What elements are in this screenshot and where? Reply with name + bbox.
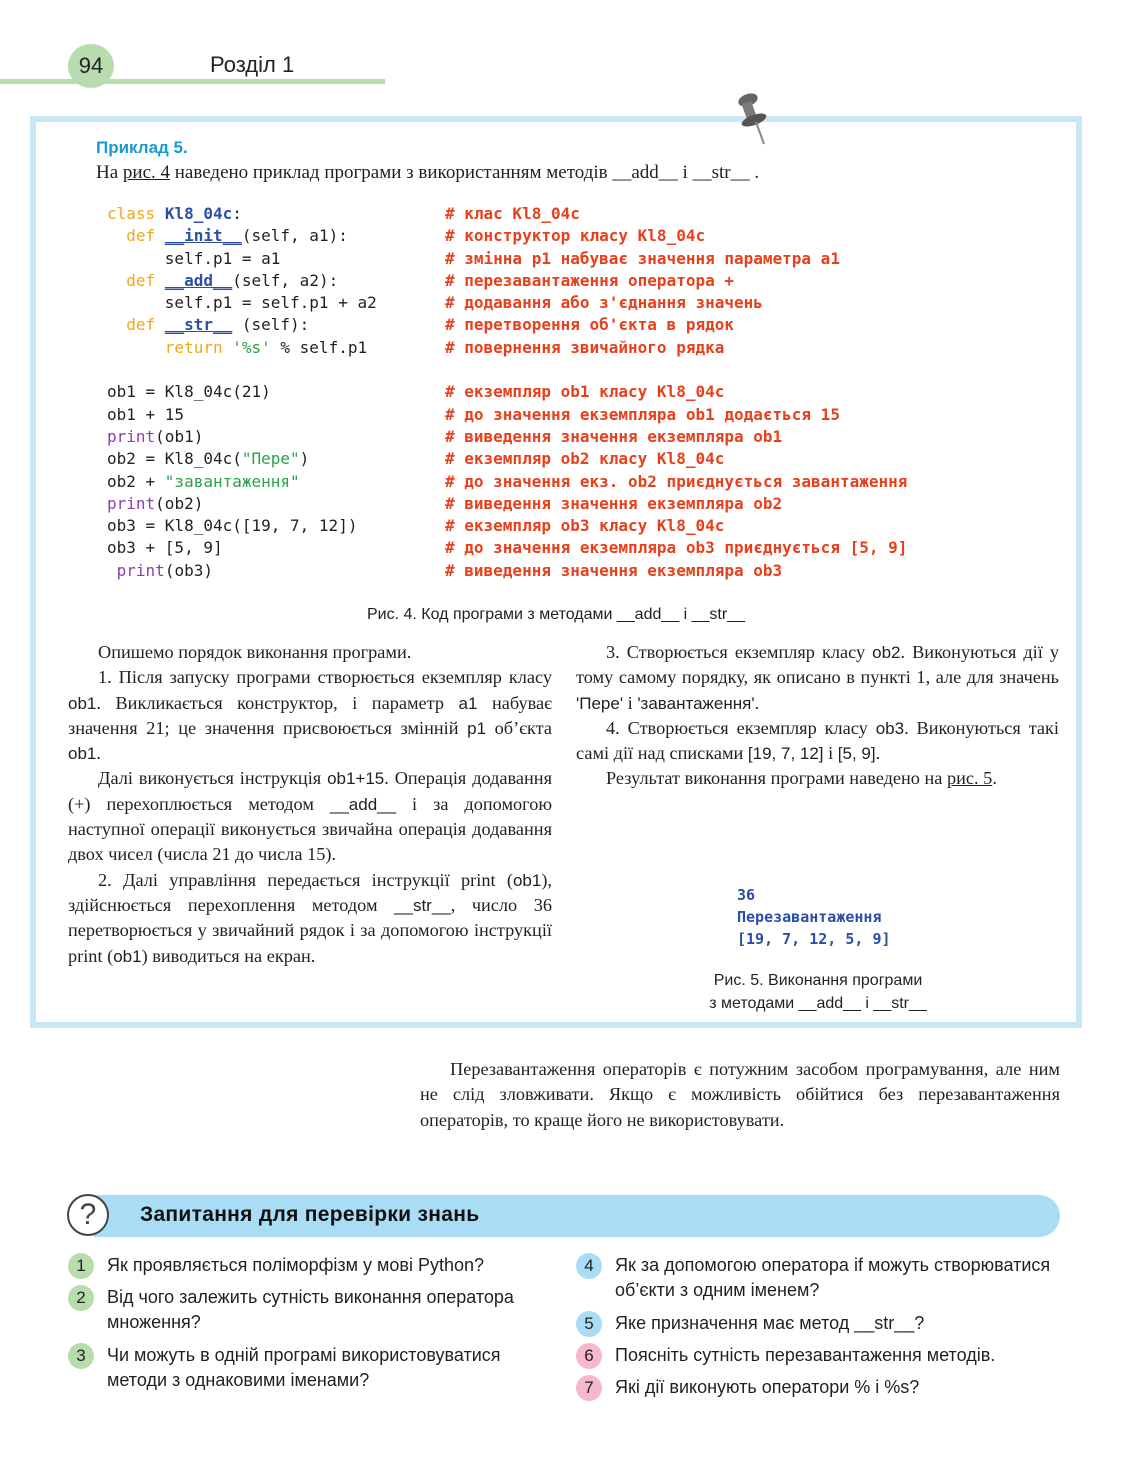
code-text: ob1 = Kl8_04c(21) xyxy=(107,382,271,402)
code-line xyxy=(107,337,725,359)
code-comment: # екземпляр ob1 класу Kl8_04c xyxy=(445,382,725,402)
question-item: 5 Яке призначення має метод __str__? xyxy=(576,1311,1060,1337)
code-line xyxy=(107,448,725,470)
question-item: 2 Від чого залежить сутність виконання оператора множення? xyxy=(68,1285,548,1337)
code-text: self.p1 = a1 xyxy=(107,248,281,268)
question-item: 6 Поясніть сутність перезавантаження методів. xyxy=(576,1343,1060,1369)
code-text: def __add__(self, a2): xyxy=(126,270,339,290)
code-comment: # змінна p1 набуває значення параметра a1 xyxy=(445,248,840,268)
code-comment: # конструктор класу Kl8_04c xyxy=(445,226,706,246)
code-text: ob2 + "завантаження" xyxy=(107,471,300,491)
paragraph: 2. Далі управління передається інструкції print (ob1), здійснюється перехоплення методом __str__, число 36 перетворюється у звичайний рядок і за допомогою інструкції print (ob1) виводиться на екран. xyxy=(68,869,552,966)
figure-4-caption: Рис. 4. Код програми з методами __add__ і __str__ xyxy=(367,606,745,623)
code-text: return '%s' % self.p1 xyxy=(164,337,368,357)
code-listing xyxy=(107,203,908,582)
code-line xyxy=(107,314,734,336)
code-line xyxy=(107,426,783,448)
paragraph: Далі виконується інструкція ob1+15. Операція додавання (+) перехоплюється методом __add__ і за допомогою наступної операції виконується звичайна операція додавання двох чисел (числа 21 до числа 15). xyxy=(68,768,552,865)
question-icon: ? xyxy=(67,1194,109,1236)
code-line xyxy=(107,404,840,426)
code-line xyxy=(107,359,377,381)
code-line xyxy=(107,225,706,247)
code-text: print(ob2) xyxy=(107,493,204,513)
figure-5-caption: Рис. 5. Виконання програми з методами __add__ і __str__ xyxy=(709,972,927,1012)
code-comment: # екземпляр ob2 класу Kl8_04c xyxy=(445,449,725,469)
program-output: 36 Перезавантаження [19, 7, 12, 5, 9] xyxy=(737,886,891,948)
code-line xyxy=(107,248,840,270)
paragraph: Опишемо порядок виконання програми. xyxy=(98,642,412,662)
section-title: Розділ 1 xyxy=(210,52,295,77)
question-item: 4 Як за допомогою оператора if можуть створюватися об’єкти з одним іменем? xyxy=(576,1253,1060,1305)
explanation-right-column xyxy=(576,640,1059,792)
paragraph: 3. Створюється екземпляр класу ob2. Виконуються дії у тому самому порядку, як описано в пункті 1, але для значень 'Пере' і 'завантаження'. xyxy=(576,642,1059,713)
code-line xyxy=(107,471,908,493)
note-paragraph: Перезавантаження операторів є потужним засобом програмування, але ним не слід зловживати. Якщо є можливість обійтися без перезавантаження операторів, то краще його не використовувати. xyxy=(420,1059,1060,1130)
code-text: def __init__(self, a1): xyxy=(126,226,348,246)
question-item: 1 Як проявляється поліморфізм у мові Python? xyxy=(68,1253,548,1279)
question-item: 7 Які дії виконують оператори % і %s? xyxy=(576,1375,1060,1401)
question-item: 3 Чи можуть в одній програмі використовуватися методи з однаковими іменами? xyxy=(68,1343,548,1395)
code-comment: # до значення екз. ob2 приєднується завантаження xyxy=(445,471,908,491)
paragraph: Результат виконання програми наведено на рис. 5. xyxy=(606,768,997,789)
questions-title: Запитання для перевірки знань xyxy=(140,1203,480,1226)
code-comment: # повернення звичайного рядка xyxy=(445,337,725,357)
header-rule xyxy=(0,79,385,84)
example-intro: На рис. 4 наведено приклад програми з використанням методів __add__ і __str__ . xyxy=(96,162,760,183)
code-line xyxy=(107,381,725,403)
code-comment: # перетворення об'єкта в рядок xyxy=(445,315,734,335)
code-text: ob1 + 15 xyxy=(107,404,185,424)
pushpin-icon xyxy=(734,88,774,148)
code-line xyxy=(107,203,580,225)
code-comment: # виведення значення екземпляра ob1 xyxy=(445,426,783,446)
code-comment: # виведення значення екземпляра ob2 xyxy=(445,493,783,513)
code-text: self.p1 = self.p1 + a2 xyxy=(107,293,377,313)
code-comment: # до значення екземпляра ob3 приєднується [5, 9] xyxy=(445,538,908,558)
example-title: Приклад 5. xyxy=(96,138,188,157)
code-text: print(ob3) xyxy=(116,560,213,580)
code-line xyxy=(107,270,734,292)
page-number: 94 xyxy=(68,44,114,88)
fig5-link[interactable]: рис. 5 xyxy=(946,768,993,789)
code-comment: # екземпляр ob3 класу Kl8_04c xyxy=(445,516,725,536)
paragraph: 1. Після запуску програми створюється екземпляр класу ob1. Викликається конструктор, і параметр a1 набуває значення 21; це значення присвоюється змінній p1 об’єкта ob1. xyxy=(68,667,552,764)
explanation-left-column xyxy=(68,640,552,969)
code-line xyxy=(107,515,725,537)
code-comment: # додавання або з'єднання значень xyxy=(445,293,763,313)
code-text: class Kl8_04c: xyxy=(107,204,242,223)
code-text: def __str__ (self): xyxy=(126,315,310,335)
paragraph: 4. Створюється екземпляр класу ob3. Виконуються такі самі дії над списками [19, 7, 12] і [5, 9]. xyxy=(576,717,1059,764)
code-line xyxy=(107,537,908,559)
code-text: ob3 + [5, 9] xyxy=(107,538,223,558)
code-line xyxy=(107,493,783,515)
code-comment: # виведення значення екземпляра ob3 xyxy=(445,560,783,580)
fig4-link[interactable]: рис. 4 xyxy=(122,162,171,183)
code-text: ob3 = Kl8_04c([19, 7, 12]) xyxy=(107,516,358,536)
code-text: ob2 = Kl8_04c("Пере") xyxy=(107,449,310,469)
code-comment: # до значення екземпляра ob1 додається 15 xyxy=(445,404,840,424)
code-line xyxy=(107,560,783,582)
code-line xyxy=(107,292,763,314)
code-comment: # перезавантаження оператора + xyxy=(445,270,734,290)
code-text: print(ob1) xyxy=(107,426,204,446)
code-comment: # клас Kl8_04c xyxy=(445,204,580,223)
